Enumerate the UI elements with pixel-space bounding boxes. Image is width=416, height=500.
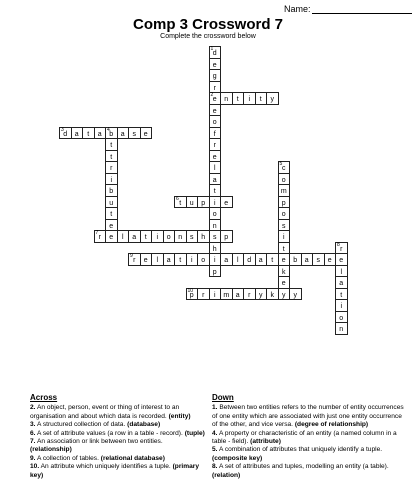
cell-letter: p xyxy=(224,234,229,241)
cell-letter: i xyxy=(156,234,159,241)
cell-letter: o xyxy=(281,176,286,184)
cell-letter: i xyxy=(248,96,251,103)
cell-letter: k xyxy=(282,268,286,276)
cell-letter: n xyxy=(212,222,217,230)
cell-letter: s xyxy=(316,257,320,264)
cell-letter: a xyxy=(235,291,240,299)
cell-letter: d xyxy=(247,257,252,264)
cell-letter: t xyxy=(259,96,262,103)
cell-letter: r xyxy=(248,291,251,299)
cell-letter: e xyxy=(109,222,114,230)
cell-letter: i xyxy=(213,199,216,207)
clue-down-1: 1. Between two entities refers to the number of entity occurrences of one entity which are associated with just one entity occurrence of the other, and vice versa. (degree of relationship) xyxy=(212,404,404,429)
across-heading: Across xyxy=(30,393,58,402)
clue-number: 4 xyxy=(107,126,110,133)
cell-letter: l xyxy=(340,268,343,276)
cell-letter: m xyxy=(223,291,230,299)
cell-letter: i xyxy=(213,257,216,264)
cell-letter: o xyxy=(166,234,171,241)
cell-letter: o xyxy=(212,211,217,218)
cell-letter: i xyxy=(110,176,113,184)
down-clues xyxy=(212,394,408,480)
cell-letter: l xyxy=(236,257,239,264)
name-label: Name: xyxy=(284,4,311,14)
clue-number: 1 xyxy=(210,46,214,52)
cell-letter: a xyxy=(166,257,171,264)
cell-letter: p xyxy=(281,199,286,207)
clue-across-9: 9. A collection of tables. (relational database) xyxy=(30,454,165,462)
clue-number: 3 xyxy=(61,126,64,133)
cell-letter: e xyxy=(212,96,217,103)
cell-letter: e xyxy=(212,153,217,161)
across-clues xyxy=(30,394,205,480)
clue-number: 8 xyxy=(337,241,340,248)
cell-letter: r xyxy=(98,234,101,241)
cell-letter: r xyxy=(133,257,136,264)
cell-letter: p xyxy=(189,291,194,299)
cell-letter: e xyxy=(281,280,286,287)
cell-letter: t xyxy=(144,234,147,241)
clue-across-10: 10. An attribute which uniquely identifies a tuple. (primary key) xyxy=(30,463,199,479)
cell-letter: l xyxy=(156,257,159,264)
crossword-cell[interactable] xyxy=(197,196,210,209)
cell-letter: h xyxy=(201,234,206,241)
cell-letter: y xyxy=(282,291,286,299)
cell-letter: u xyxy=(109,199,114,207)
page-title: Comp 3 Crossword 7 xyxy=(132,16,284,33)
crossword-cell[interactable] xyxy=(324,253,337,266)
crossword-cell[interactable] xyxy=(266,288,279,301)
cell-letter: t xyxy=(179,199,182,207)
cell-letter: a xyxy=(120,130,125,138)
down-heading: Down xyxy=(212,393,234,402)
cell-letter: e xyxy=(143,130,148,138)
cell-letter: e xyxy=(339,257,344,264)
cell-letter: a xyxy=(132,234,137,241)
cell-letter: a xyxy=(304,257,309,264)
crossword-cell[interactable] xyxy=(197,253,210,266)
cell-letter: e xyxy=(212,107,217,115)
cell-letter: a xyxy=(224,257,229,264)
cell-letter: e xyxy=(143,257,148,264)
crossword-cell[interactable] xyxy=(140,127,153,140)
cell-letter: t xyxy=(179,257,182,264)
cell-letter: t xyxy=(87,130,90,138)
cell-letter: a xyxy=(339,280,344,287)
cell-letter: d xyxy=(63,130,68,138)
cell-letter: n xyxy=(178,234,183,241)
clue-number: 9 xyxy=(130,253,133,259)
cell-letter: y xyxy=(270,96,274,103)
cell-letter: t xyxy=(271,257,274,264)
cell-letter: o xyxy=(201,257,206,264)
cell-letter: r xyxy=(202,291,205,299)
cell-letter: p xyxy=(201,199,206,207)
page-subtitle: Complete the crossword below xyxy=(160,33,256,40)
cell-letter: r xyxy=(213,142,216,149)
cell-letter: i xyxy=(190,257,193,264)
cell-letter: d xyxy=(212,50,217,57)
cell-letter: o xyxy=(212,119,217,126)
cell-letter: r xyxy=(110,165,113,172)
crossword-cell[interactable] xyxy=(209,265,222,278)
cell-letter: l xyxy=(213,165,216,172)
cell-letter: i xyxy=(282,234,285,241)
cell-letter: s xyxy=(213,234,217,241)
cell-letter: o xyxy=(281,211,286,218)
clue-number: 6 xyxy=(176,195,179,202)
cell-letter: i xyxy=(340,303,343,310)
clue-number: 5 xyxy=(279,161,283,167)
clue-down-4: 4. A property or characteristic of an entity (a named column in a table - field). (attribute) xyxy=(212,429,397,446)
cell-letter: i xyxy=(213,291,216,299)
cell-letter: e xyxy=(212,61,217,69)
cell-letter: h xyxy=(212,245,217,253)
clue-across-2: 2. An object, person, event or thing of interest to an organisation and about which data is recorded. (entity) xyxy=(30,404,191,420)
clue-across-7: 7. An association or link between two entities. (relationship) xyxy=(30,438,163,454)
cell-letter: y xyxy=(259,291,263,299)
cell-letter: t xyxy=(213,188,216,195)
cell-letter: s xyxy=(282,222,286,230)
cell-letter: u xyxy=(189,199,194,207)
crossword-cell[interactable] xyxy=(266,253,279,266)
crossword-cell[interactable] xyxy=(266,92,279,105)
cell-letter: t xyxy=(110,153,113,161)
cell-letter: c xyxy=(282,165,286,172)
cell-letter: e xyxy=(224,199,229,207)
cell-letter: s xyxy=(132,130,136,138)
cell-letter: b xyxy=(109,188,114,195)
crossword-cell[interactable] xyxy=(197,230,210,243)
cell-letter: n xyxy=(224,96,229,103)
cell-letter: t xyxy=(110,142,113,149)
crossword-cell[interactable] xyxy=(335,322,348,335)
cell-letter: t xyxy=(340,291,343,299)
clue-number: 2 xyxy=(210,92,214,98)
cell-letter: b xyxy=(109,130,114,138)
crossword-cell[interactable] xyxy=(289,288,302,301)
clue-number: 10 xyxy=(187,287,194,294)
clue-across-3: 3. A structured collection of data. (database) xyxy=(30,421,161,429)
clue-across-6: 6. A set of attribute values (a row in a table - record). (tuple) xyxy=(30,429,205,437)
cell-letter: e xyxy=(327,257,332,264)
cell-letter: t xyxy=(110,211,113,218)
clue-number: 7 xyxy=(95,230,99,236)
crossword-cell[interactable] xyxy=(220,196,233,209)
cell-letter: y xyxy=(293,291,297,299)
cell-letter: a xyxy=(97,130,102,138)
cell-letter: t xyxy=(236,96,239,103)
cell-letter: r xyxy=(213,84,216,92)
cell-letter: g xyxy=(212,73,217,80)
cell-letter: p xyxy=(212,268,217,276)
cell-letter: k xyxy=(270,291,274,299)
cell-letter: r xyxy=(340,245,343,253)
clue-down-8: 8. A set of attributes and tuples, modelling an entity (a table). (relation) xyxy=(212,463,389,479)
cell-letter: b xyxy=(293,257,298,264)
cell-letter: m xyxy=(280,188,287,195)
cell-letter: e xyxy=(109,234,114,241)
cell-letter: f xyxy=(213,130,216,138)
crossword-cell[interactable] xyxy=(220,230,233,243)
cell-letter: s xyxy=(190,234,194,241)
cell-letter: a xyxy=(258,257,263,264)
cell-letter: e xyxy=(281,257,286,264)
clue-down-5: 5. A combination of attributes that uniquely identify a tuple. (composite key) xyxy=(212,446,383,462)
cell-letter: a xyxy=(74,130,79,138)
cell-letter: a xyxy=(212,176,217,184)
cell-letter: o xyxy=(339,314,344,322)
cell-letter: t xyxy=(282,245,285,253)
cell-letter: l xyxy=(121,234,124,241)
cell-letter: n xyxy=(339,326,344,333)
